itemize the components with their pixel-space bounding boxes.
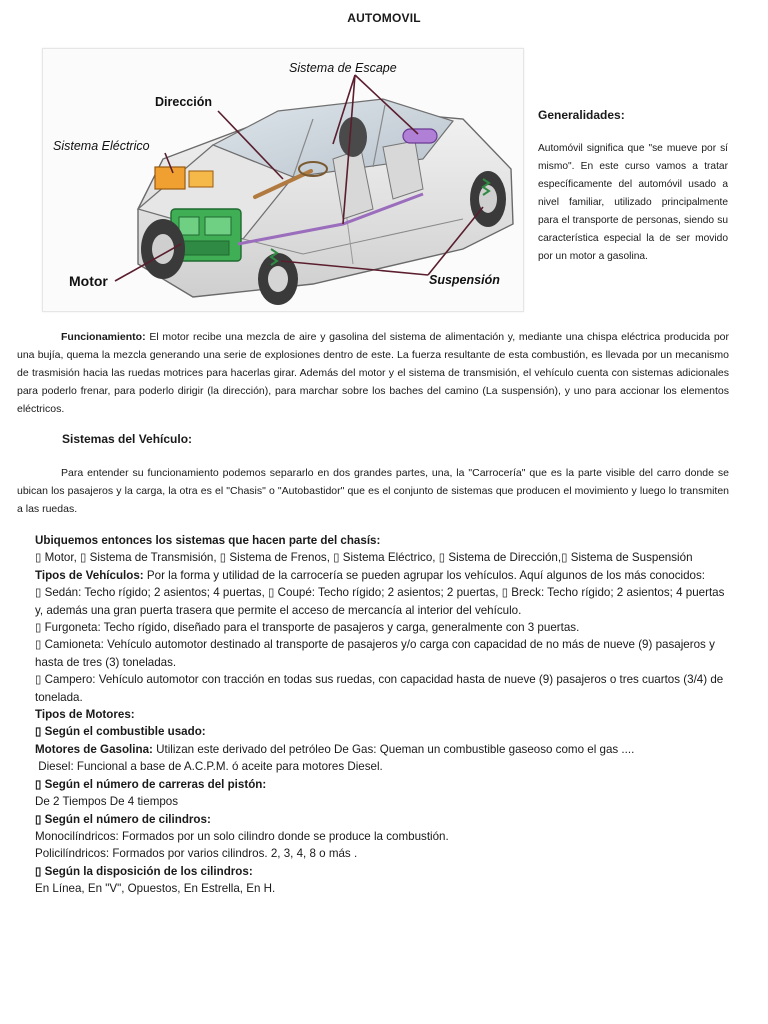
list-line-3: ▯ Sedán: Techo rígido; 2 asientos; 4 puertas, ▯ Coupé: Techo rígido; 2 asientos; 2 puertas, ▯ Breck: Techo rígido; 2 asientos; 4 puertas y, además una gran puerta trasera que permite el acceso de mercancía al interior del vehículo. [35,586,725,617]
funcionamiento-label: Funcionamiento: [61,331,146,343]
car-diagram [42,48,524,312]
list-line-8: ▯ Según el combustible usado: [35,725,206,739]
list-line-2-label: Tipos de Vehículos: [35,568,144,582]
list-line-1: ▯ Motor, ▯ Sistema de Transmisión, ▯ Sistema de Frenos, ▯ Sistema Eléctrico, ▯ Sistema de Dirección,▯ Sistema de Suspensión [35,551,693,565]
list-line-7: Tipos de Motores: [35,708,135,722]
generalidades-text: Automóvil significa que "se mueve por sí mismo". En este curso vamos a tratar específicamente del automóvil usado a nivel familiar, utilizado principalmente para el transporte de personas, siendo su característica especial la de ser movido por un motor a gasolina. [538,143,728,262]
label-electrico: Sistema Eléctrico [53,139,150,153]
list-line-15: Policilíndricos: Formados por varios cilindros. 2, 3, 4, 8 o más . [35,847,358,861]
list-line-16: ▯ Según la disposición de los cilindros: [35,864,253,878]
list-line-14: Monocilíndricos: Formados por un solo cilindro donde se produce la combustión. [35,829,449,843]
label-escape: Sistema de Escape [289,61,397,75]
list-line-2-rest: Por la forma y utilidad de la carrocería se pueden agrupar los vehículos. Aquí algunos de los más conocidos: [143,568,706,582]
list-line-9-label: Motores de Gasolina: [35,742,153,756]
main-body [17,328,729,518]
list-line-9-rest: Utilizan este derivado del petróleo De Gas: Queman un combustible gaseoso como el gas .... [152,742,635,756]
list-line-10: Diesel: Funcional a base de A.C.P.M. ó aceite para motores Diesel. [35,760,383,774]
label-suspension: Suspensión [429,273,500,287]
list-line-12: De 2 Tiempos De 4 tiempos [35,795,179,809]
list-line-5: ▯ Camioneta: Vehículo automotor destinado al transporte de pasajeros y/o carga con capacidad de no más de nueve (9) pasajeros y hasta de tres (3) toneladas. [35,638,715,669]
list-line-11: ▯ Según el número de carreras del pistón: [35,777,267,791]
list-line-6: ▯ Campero: Vehículo automotor con tracción en todas sus ruedas, con capacidad hasta de nueve (9) pasajeros o tres cuartos (3/4) de tonelada. [35,673,724,704]
list-line-0: Ubiquemos entonces los sistemas que hacen parte del chasís: [35,534,381,547]
sistemas-text: Para entender su funcionamiento podemos separarlo en dos grandes partes, una, la "Carrocería" que es la parte visible del carro donde se ubican los pasajeros y la carga, la otra es el "Chasis" o "Autobastidor" que es el conjunto de sistemas que producen el movimiento y luego lo transmiten a las ruedas. [17,467,729,515]
funcionamiento-text: El motor recibe una mezcla de aire y gasolina del sistema de alimentación y, mediante una chispa eléctrica producida por una bujía, quema la mezcla generando una serie de explosiones dentro de este. La fuerza resultante de esta combustión, es llevada por un mecanismo de trasmisión hacia las ruedas motrices para hacerlas girar. Además del motor y el sistema de transmisión, el vehículo cuenta con sistemas adicionales para poderlo frenar, para poderlo dirigir (la dirección), para marchar sobre los baches del camino (La suspensión), y uno para accionar los elementos eléctricos. [17,331,729,415]
generalidades-heading: Generalidades: [538,108,625,122]
front-wheel [141,219,185,279]
generalidades-section [538,108,728,266]
label-motor: Motor [69,273,108,289]
car-illustration [43,49,523,311]
sistemas-heading: Sistemas del Vehículo: [62,432,193,446]
funcionamiento-paragraph [17,328,729,418]
list-line-4: ▯ Furgoneta: Techo rígido, diseñado para el transporte de pasajeros y carga, generalmente con 3 puertas. [35,621,580,635]
list-line-17: En Línea, En "V", Opuestos, En Estrella, En H. [35,882,276,896]
document-title: AUTOMOVIL [347,11,421,25]
chasis-list [35,532,735,898]
list-line-13: ▯ Según el número de cilindros: [35,812,211,826]
label-direccion: Dirección [155,95,212,109]
